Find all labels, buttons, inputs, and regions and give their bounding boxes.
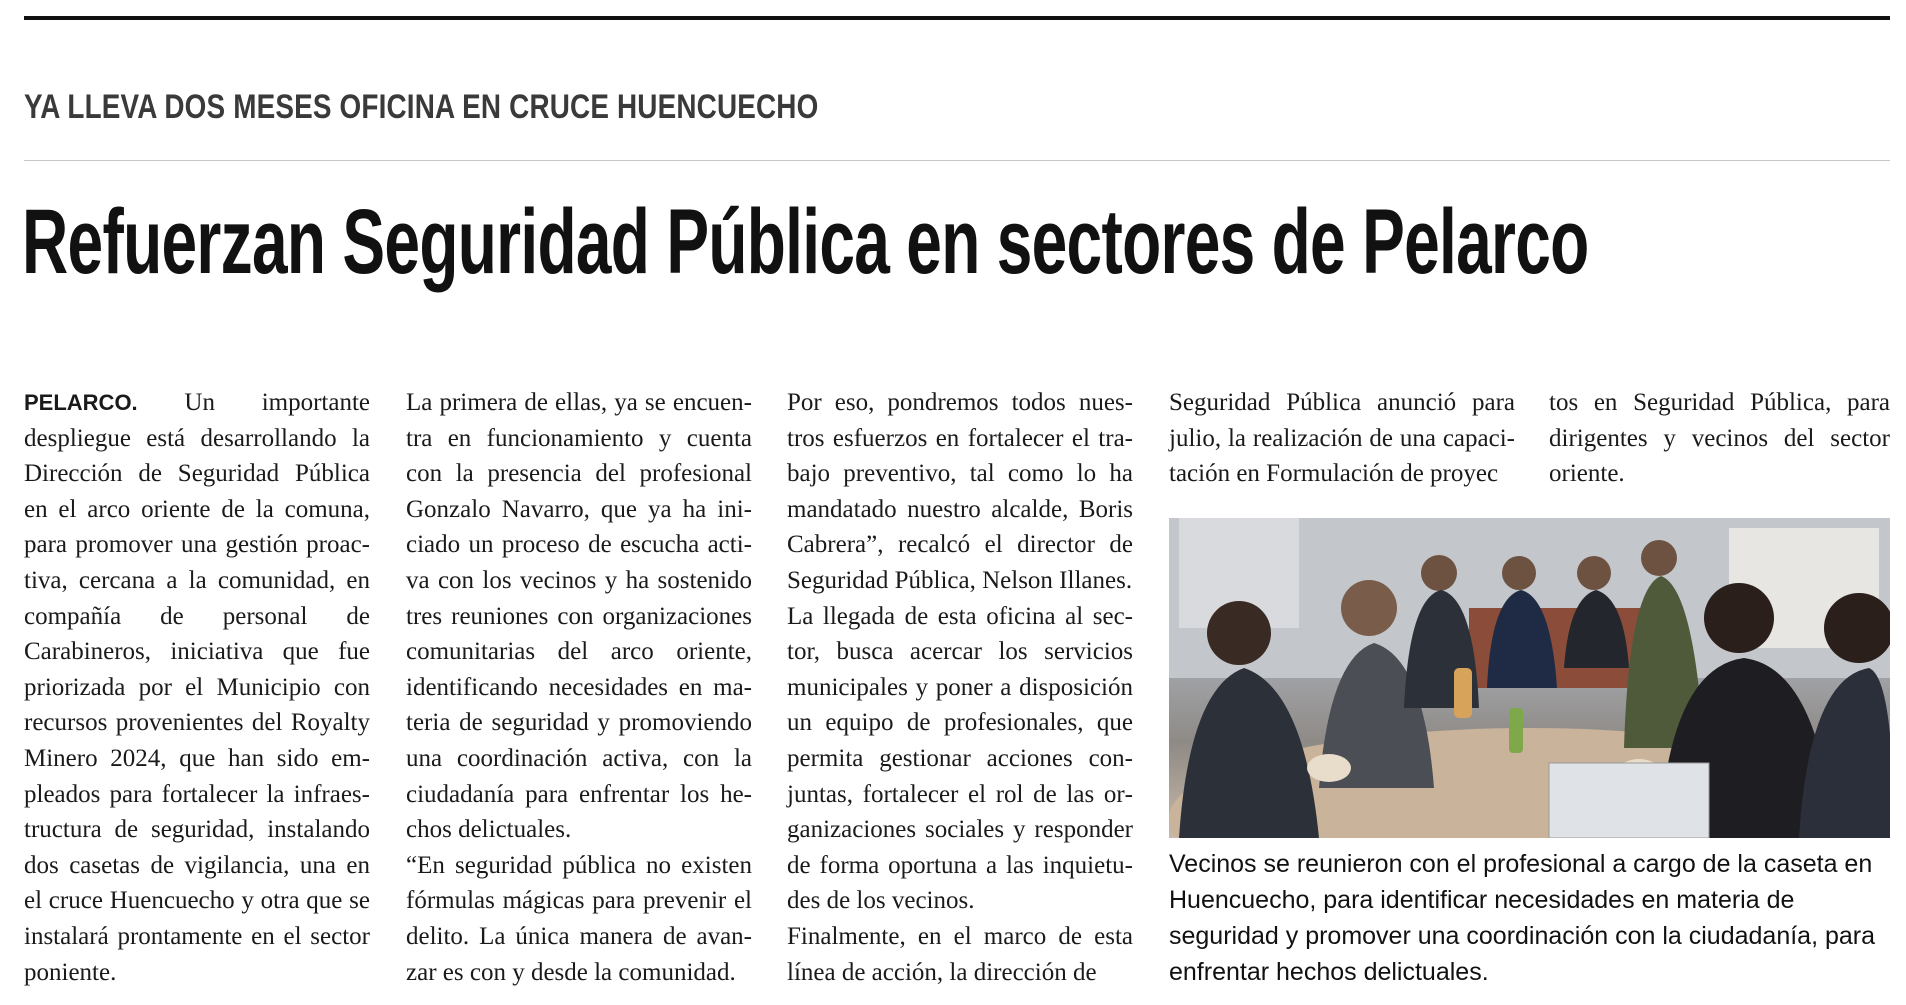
meeting-photo bbox=[1169, 518, 1890, 838]
kicker: YA LLEVA DOS MESES OFICINA EN CRUCE HUENCUECHO bbox=[24, 88, 819, 126]
article-column-5 bbox=[1549, 385, 1890, 492]
article-paragraph-8: tos en Seguridad Pública, para dirigentes y vecinos del sector oriente. bbox=[1549, 389, 1890, 488]
article-paragraph-7: Seguridad Pública anunció para julio, la realización de una capacitación en Formulación de proyec bbox=[1169, 389, 1515, 488]
article-paragraph-4: Por eso, pondremos todos nuestros esfuerzos en fortalecer el trabajo preventivo, tal como lo ha mandatado nuestro alcalde, Boris Cabrera”, recalcó el director de Seguridad Pública, Nelson Illanes. bbox=[787, 389, 1133, 594]
section-rule bbox=[24, 160, 1890, 161]
photo-caption: Vecinos se reunieron con el profesional a cargo de la caseta en Huencuecho, para identificar necesidades en materia de seguridad y promover una coordinación con la ciudadanía, para enfrentar hechos delictuales. bbox=[1169, 850, 1876, 986]
article-column-2 bbox=[406, 385, 752, 990]
meeting-photo-illustration bbox=[1169, 518, 1890, 838]
article-paragraph-3: “En seguridad pública no existen fórmulas mágicas para prevenir el delito. La única manera de avanzar es con y desde la comunidad. bbox=[406, 851, 752, 986]
top-rule bbox=[24, 16, 1890, 20]
dateline: PELARCO. bbox=[24, 390, 138, 415]
article-paragraph-5: La llegada de esta oficina al sector, busca acercar los servicios municipales y poner a disposición un equipo de profesionales, que permita gestionar acciones conjuntas, fortalecer el rol de las organizaciones sociales y responder de forma oportuna a las inquietudes de los vecinos. bbox=[787, 602, 1133, 915]
article-column-1 bbox=[24, 385, 370, 990]
paragraph-text: Un importante despliegue está desarrollando la Dirección de Seguridad Pública en el arco oriente de la comuna, para promover una gestión proactiva, cercana a la comunidad, en compañía de personal de Carabineros, iniciativa que fue priorizada por el Municipio con recursos provenientes del Royalty Minero 2024, que han sido empleados para fortalecer la infraestructura de seguridad, instalando dos casetas de vigilancia, una en el cruce Huencuecho y otra que se instalará prontamente en el sector poniente. bbox=[24, 389, 370, 986]
article-column-3 bbox=[787, 385, 1133, 990]
article-column-4 bbox=[1169, 385, 1515, 492]
article-paragraph-6: Finalmente, en el marco de esta línea de acción, la dirección de bbox=[787, 922, 1133, 986]
headline: Refuerzan Seguridad Pública en sectores de Pelarco bbox=[22, 191, 1589, 293]
article-paragraph-2: La primera de ellas, ya se encuentra en funcionamiento y cuenta con la presencia del profesional Gonzalo Navarro, que ya ha iniciado un proceso de escucha activa con los vecinos y ha sostenido tres reuniones con organizaciones comunitarias del arco oriente, identificando necesidades en materia de seguridad y promoviendo una coordinación activa, con la ciudadanía para enfrentar los hechos delictuales. bbox=[406, 389, 752, 844]
article-paragraph-1 bbox=[24, 385, 370, 990]
